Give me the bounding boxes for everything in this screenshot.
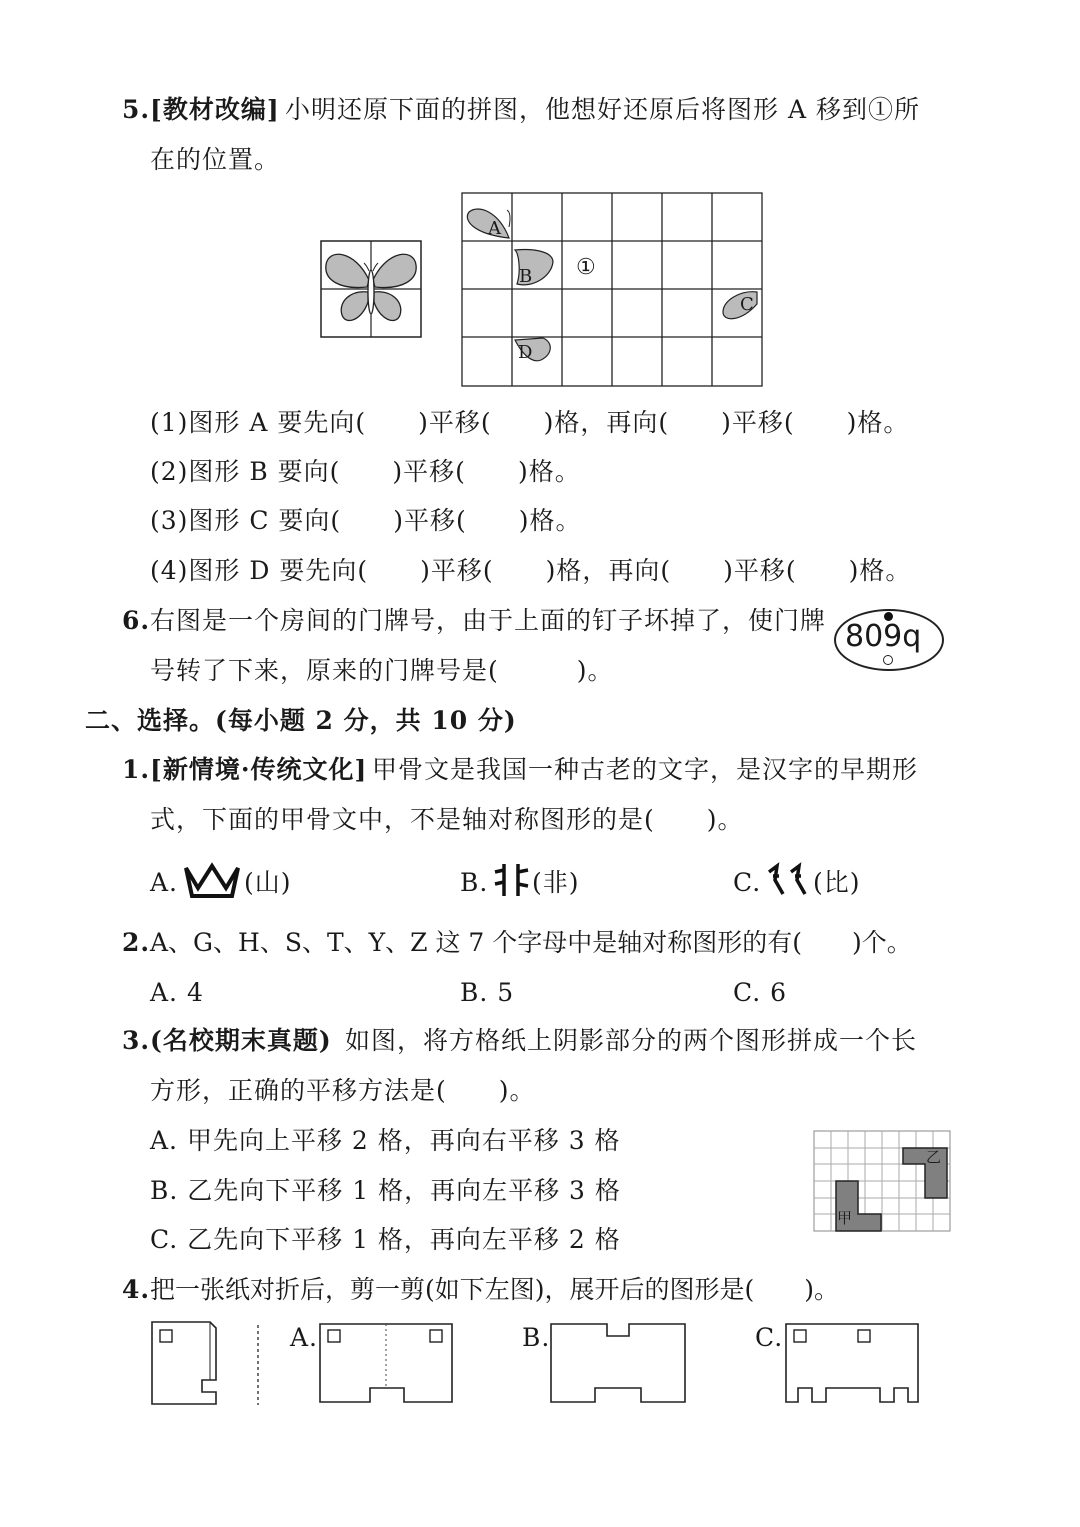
c1-option-a-char: (山)	[244, 868, 292, 897]
section2-title: 二、选择。(每小题 2 分，共 10 分)	[85, 706, 517, 735]
c3-option-b: B. 乙先向下平移 1 格，再向左平移 3 格	[150, 1176, 621, 1205]
c3-label-jia: 甲	[837, 1209, 854, 1227]
q6-line1: 右图是一个房间的门牌号，由于上面的钉子坏掉了，使门牌	[150, 606, 827, 635]
q5-number: 5.	[122, 95, 151, 124]
c4-number: 4.	[122, 1275, 151, 1304]
c1-option-a: A.	[150, 868, 179, 897]
grid-label-c: C	[740, 294, 755, 315]
c1-line2: 式，下面的甲骨文中，不是轴对称图形的是( )。	[150, 805, 744, 834]
c4-option-b-figure	[549, 1322, 689, 1406]
c1-option-c-char: (比)	[813, 868, 861, 897]
c3-label-yi: 乙	[926, 1148, 943, 1166]
c3-number: 3.	[122, 1026, 151, 1055]
q6-number: 6.	[122, 606, 151, 635]
c3-option-a: A. 甲先向上平移 2 格，再向右平移 3 格	[150, 1126, 621, 1155]
c3-line2: 方形，正确的平移方法是( )。	[150, 1076, 536, 1105]
q5-sub1: (1)图形 A 要先向( )平移( )格，再向( )平移( )格。	[150, 408, 910, 437]
grid-label-d: D	[518, 342, 534, 363]
c1-option-b-char: (非)	[532, 868, 580, 897]
plate-number: 809q	[845, 619, 922, 654]
c3-grid-figure	[813, 1130, 953, 1233]
c1-line1: 甲骨文是我国一种古老的文字，是汉字的早期形	[372, 755, 919, 784]
c4-option-a: A.	[290, 1323, 319, 1352]
c3-tag: (名校期末真题)	[150, 1026, 332, 1055]
oracle-bi-icon	[765, 860, 813, 900]
c2-number: 2.	[122, 928, 151, 957]
q5-line2: 在的位置。	[150, 145, 281, 174]
q5-line1: 小明还原下面的拼图，他想好还原后将图形 A 移到①所	[285, 95, 920, 124]
c2-option-b: B. 5	[460, 978, 515, 1007]
c1-number: 1.	[122, 755, 151, 784]
grid-label-a: A	[488, 218, 502, 239]
c2-line1: A、G、H、S、T、Y、Z 这 7 个字母中是轴对称图形的有( )个。	[150, 928, 912, 957]
c3-line1: 如图，将方格纸上阴影部分的两个图形拼成一个长	[345, 1026, 918, 1055]
c4-option-c-figure	[784, 1322, 922, 1406]
c1-option-c: C.	[733, 868, 762, 897]
c1-option-b: B.	[460, 868, 489, 897]
q5-tag: [教材改编]	[150, 95, 280, 124]
c2-option-a: A. 4	[150, 978, 204, 1007]
oracle-shan-icon	[182, 862, 242, 900]
puzzle-grid	[461, 192, 763, 388]
q5-sub2: (2)图形 B 要向( )平移( )格。	[150, 457, 581, 486]
c4-option-a-figure	[318, 1322, 456, 1406]
grid-label-b: B	[519, 266, 534, 287]
c1-tag: [新情境·传统文化]	[150, 755, 368, 784]
c4-line1: 把一张纸对折后，剪一剪(如下左图)，展开后的图形是( )。	[150, 1275, 840, 1304]
c4-dotted-divider	[256, 1325, 260, 1405]
grid-label-target: ①	[576, 255, 597, 280]
c4-option-c: C.	[755, 1323, 784, 1352]
q5-sub4: (4)图形 D 要先向( )平移( )格，再向( )平移( )格。	[150, 556, 912, 585]
q6-line2: 号转了下来，原来的门牌号是( )。	[150, 656, 614, 685]
c2-option-c: C. 6	[733, 978, 788, 1007]
c3-option-c: C. 乙先向下平移 1 格，再向左平移 2 格	[150, 1225, 621, 1254]
q5-sub3: (3)图形 C 要向( )平移( )格。	[150, 506, 582, 535]
c4-folded-paper	[150, 1318, 222, 1406]
butterfly-figure	[320, 240, 422, 338]
c4-option-b: B.	[522, 1323, 551, 1352]
oracle-fei-icon	[492, 860, 532, 900]
plate-hole	[883, 655, 893, 665]
